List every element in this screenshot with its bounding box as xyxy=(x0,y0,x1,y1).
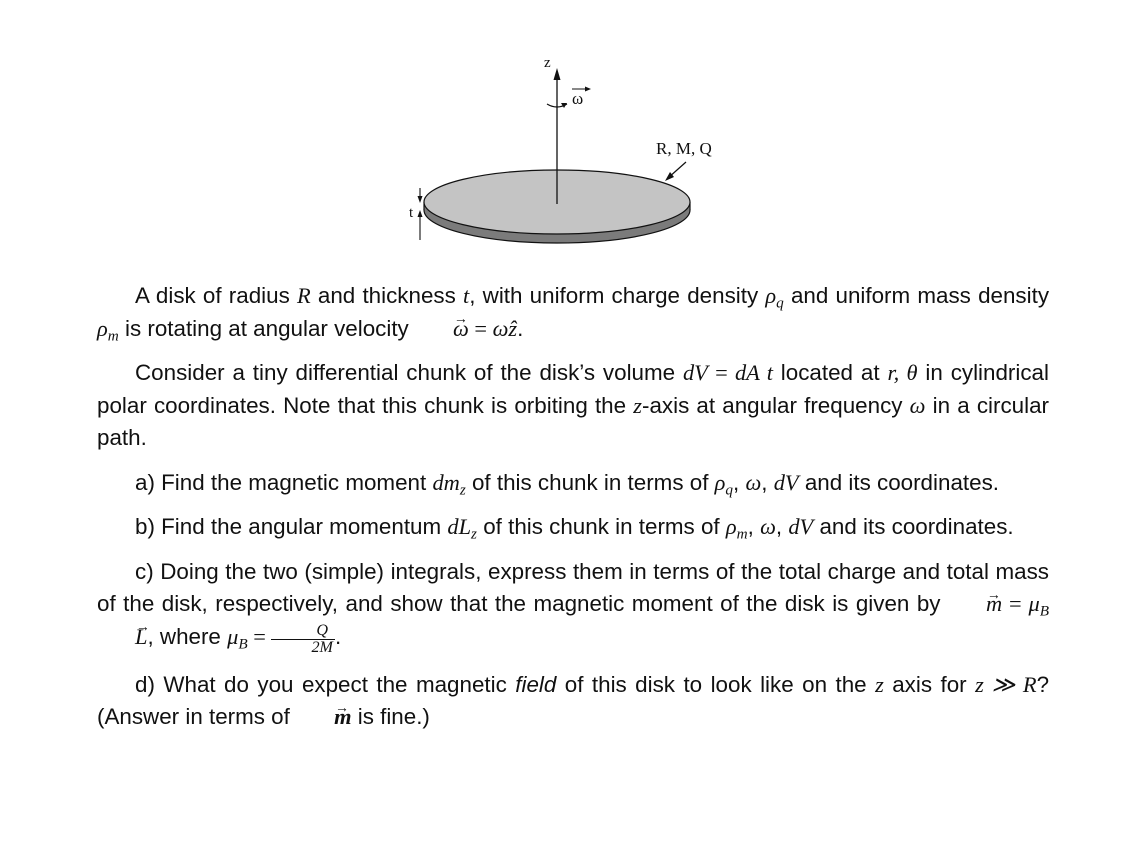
thickness-label: t xyxy=(409,205,414,221)
z-axis-arrowhead xyxy=(554,68,561,80)
intro-paragraph: A disk of radius R and thickness t, with uniform charge density $\rho_q$ and uniform mass density $\rho_m$ is rotating at angular velocity → ω = ωẑ. xyxy=(97,280,1049,345)
omega-vector-symbol: → ω xyxy=(415,313,469,346)
bohr-magneton-fraction: $\frac{Q}{2M}$ xyxy=(271,623,334,657)
rotation-arrowhead xyxy=(561,103,567,108)
m-vector-bold-symbol: → m xyxy=(296,701,351,734)
part-d-question: d) What do you expect the magnetic field of this disk to look like on the z axis for z ≫ R? (Answer in terms of → m is fine.) xyxy=(97,669,1049,734)
z-axis-label: z xyxy=(544,55,551,71)
problem-text xyxy=(97,280,1049,746)
part-a-question: a) Find the magnetic moment $dm_z$ of this chunk in terms of $\rho_q$, ω, dV and its coordinates. xyxy=(135,469,999,499)
m-vector-symbol: → m xyxy=(948,588,1002,621)
disk-figure xyxy=(0,0,1138,262)
params-label: R, M, Q xyxy=(656,139,712,158)
omega-vector-arrowhead xyxy=(585,87,591,92)
L-vector-symbol: → L xyxy=(97,621,147,654)
consider-paragraph: Consider a tiny differential chunk of the disk’s volume dV = dA t located at r, θ in cylindrical polar coordinates. Note that this chunk is orbiting the z-axis at angular frequency ω in a circular path. xyxy=(97,360,1049,450)
thickness-top-arrowhead xyxy=(418,196,423,203)
part-b-question: b) Find the angular momentum $dL_z$ of this chunk in terms of $\rho_m$, ω, dV and its coordinates. xyxy=(135,514,1014,543)
thickness-bottom-arrowhead xyxy=(418,210,423,217)
omega-label: ω xyxy=(572,89,584,108)
part-c-question: c) Doing the two (simple) integrals, express them in terms of the total charge and total mass of the disk, respectively, and show that the magnetic moment of the disk is given by → $m = \mu_B\to L$, where $\mu_B$ = $\frac{Q}{2M}$ . xyxy=(97,556,1049,657)
